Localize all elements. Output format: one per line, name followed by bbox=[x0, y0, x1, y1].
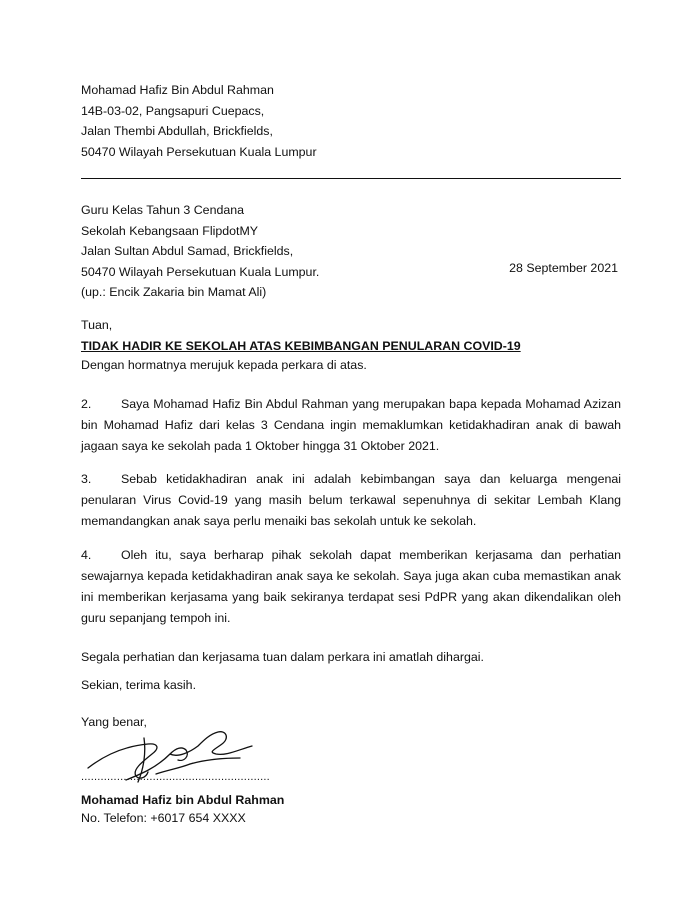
header-divider bbox=[81, 178, 621, 179]
closing-remark: Segala perhatian dan kerjasama tuan dalam perkara ini amatlah dihargai. bbox=[81, 650, 484, 664]
recipient-line: Sekolah Kebangsaan FlipdotMY bbox=[81, 223, 259, 238]
recipient-line: Guru Kelas Tahun 3 Cendana bbox=[81, 203, 245, 217]
paragraph-text: Oleh itu, saya berharap pihak sekolah dapat memberikan kerjasama dan perhatian sewajarnya kepada ketidakhadiran anak saya ke sekolah. Saya juga akan cuba memastikan anak ini memberikan kerjasama yang baik sekiranya terdapat sesi PdPR yang akan dikendalikan oleh guru sepanjang tempoh ini. bbox=[81, 548, 621, 625]
recipient-line: 50470 Wilayah Persekutuan Kuala Lumpur. bbox=[81, 264, 320, 279]
paragraph-number: 2. bbox=[81, 397, 92, 411]
sender-line: 14B-03-02, Pangsapuri Cuepacs, bbox=[81, 103, 265, 118]
signature-line: .......................................................... bbox=[81, 771, 270, 783]
salutation: Tuan, bbox=[81, 318, 113, 332]
signer-phone: No. Telefon: +6017 654 XXXX bbox=[81, 811, 246, 825]
paragraph-number: 4. bbox=[81, 548, 92, 562]
recipient-line: Jalan Sultan Abdul Samad, Brickfields, bbox=[81, 244, 294, 258]
paragraph-2 bbox=[81, 394, 621, 457]
sender-line: Mohamad Hafiz Bin Abdul Rahman bbox=[81, 83, 274, 97]
signer-name: Mohamad Hafiz bin Abdul Rahman bbox=[81, 793, 285, 807]
closing-thanks: Sekian, terima kasih. bbox=[81, 678, 197, 692]
sender-address bbox=[81, 80, 317, 162]
letter-date: 28 September 2021 bbox=[509, 261, 618, 275]
paragraph-number: 3. bbox=[81, 472, 92, 486]
recipient-address bbox=[81, 200, 319, 303]
letter-subject: TIDAK HADIR KE SEKOLAH ATAS KEBIMBANGAN PENULARAN COVID-19 bbox=[81, 339, 521, 353]
paragraph-text: Saya Mohamad Hafiz Bin Abdul Rahman yang merupakan bapa kepada Mohamad Azizan bin Mohamad Hafiz dari kelas 3 Cendana ingin memaklumkan ketidakhadiran anak di bawah jagaan saya ke sekolah pada 1 Oktober hingga 31 Oktober 2021. bbox=[81, 397, 621, 453]
valediction: Yang benar, bbox=[81, 715, 147, 729]
sender-line: 50470 Wilayah Persekutuan Kuala Lumpur bbox=[81, 144, 317, 159]
paragraph-4 bbox=[81, 545, 621, 629]
recipient-line: (up.: Encik Zakaria bin Mamat Ali) bbox=[81, 285, 267, 299]
paragraph-text: Sebab ketidakhadiran anak ini adalah kebimbangan saya dan keluarga mengenai penularan Virus Covid-19 yang masih belum terkawal sepenuhnya di sekitar Lembah Klang memandangkan anak saya perlu menaiki bas sekolah untuk ke sekolah. bbox=[81, 472, 621, 528]
intro-text: Dengan hormatnya merujuk kepada perkara di atas. bbox=[81, 358, 367, 372]
paragraph-3 bbox=[81, 469, 621, 532]
sender-line: Jalan Thembi Abdullah, Brickfields, bbox=[81, 124, 273, 138]
